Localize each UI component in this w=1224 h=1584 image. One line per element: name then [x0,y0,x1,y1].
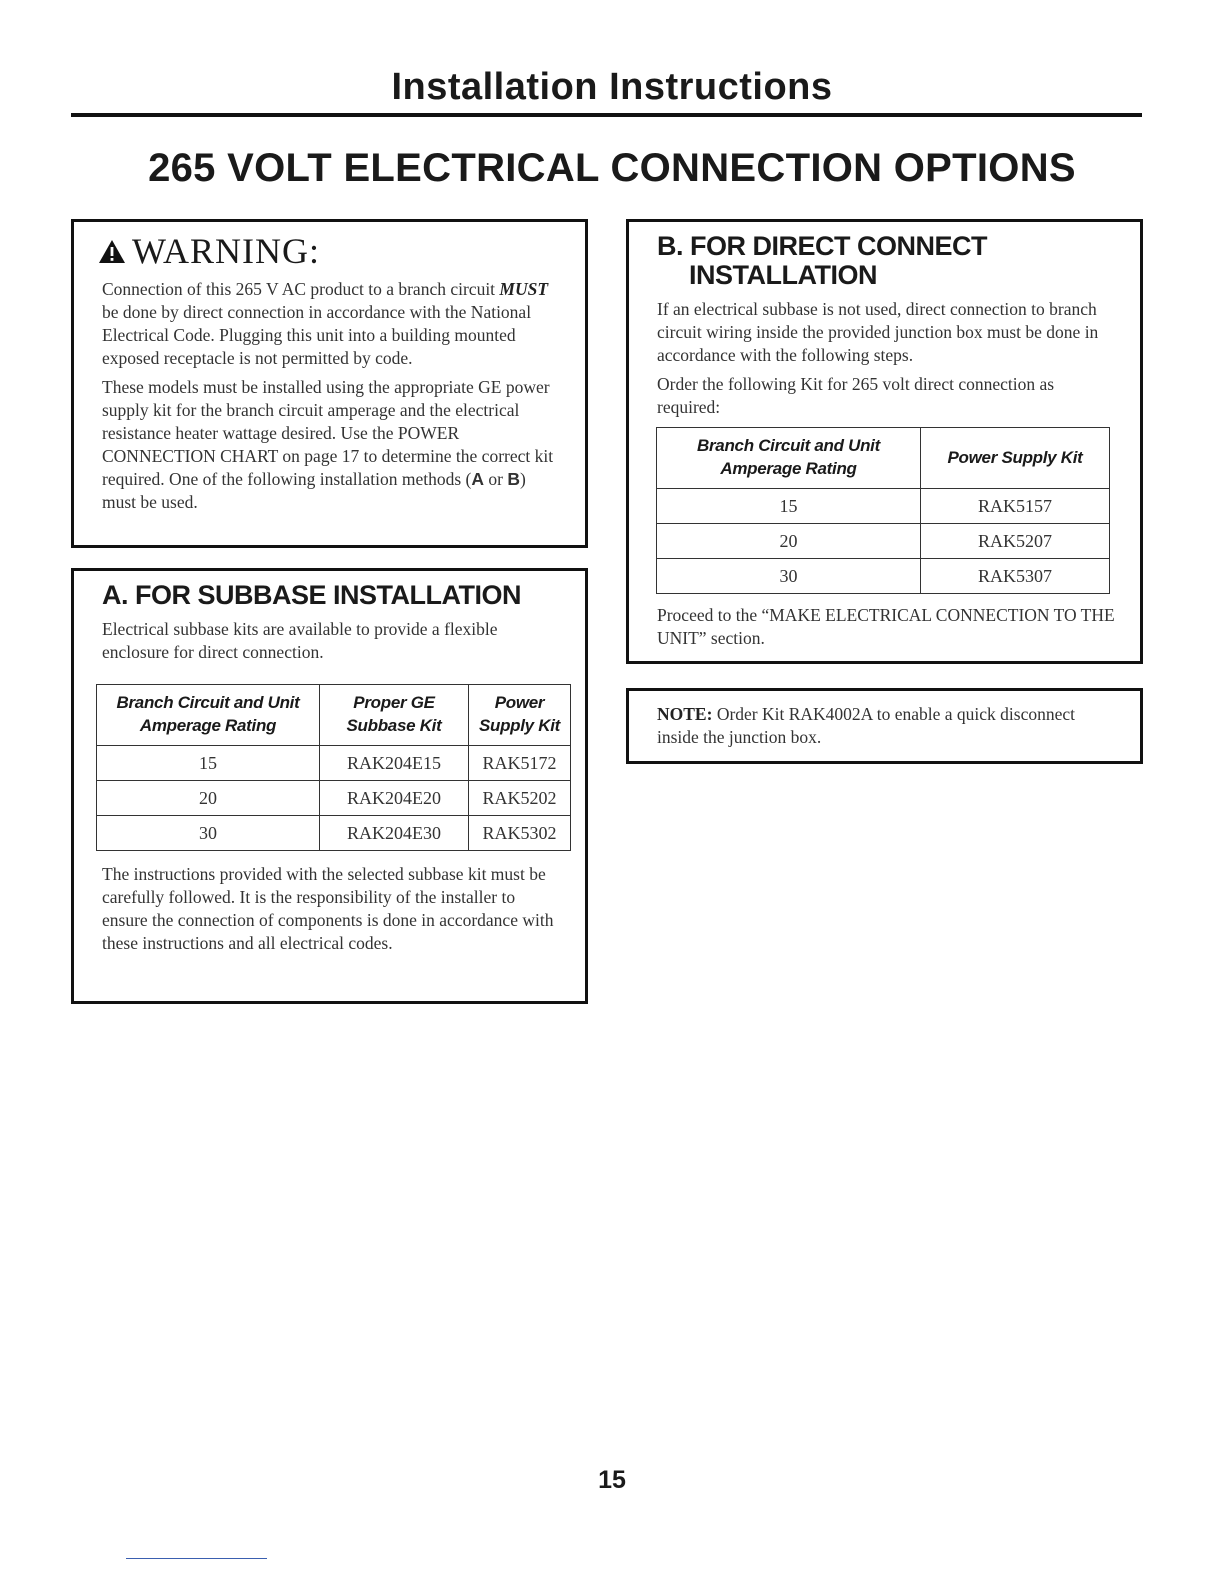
warning-p1-text: Connection of this 265 V AC product to a branch circuit [102,279,500,299]
header-title: Installation Instructions [391,66,833,108]
table-row [97,816,571,851]
warning-p2-or: or [484,469,508,489]
subbase-section-title: A. FOR SUBBASE INSTALLATION [102,580,521,610]
subbase-installation-box [71,568,588,1004]
table-cell: 20 [97,781,320,816]
table-cell: 20 [657,524,921,559]
direct-order: Order the following Kit for 265 volt direct connection as required: [657,374,1055,417]
table-row [657,489,1110,524]
table-cell: RAK5302 [469,816,571,851]
table-row [97,781,571,816]
direct-intro-text [657,298,1119,419]
option-b-label: B [507,469,520,489]
direct-section-title [657,232,1118,290]
subbase-kit-table [96,684,571,851]
table-row [657,559,1110,594]
note-box [626,688,1143,764]
table-row [97,746,571,781]
table-header-row [657,428,1110,489]
warning-p1-rest: be done by direct connection in accordance with the National Electrical Code. Plugging this unit into a building mounted exposed receptacle is not permitted by code. [102,302,532,368]
table-cell: RAK204E15 [320,746,469,781]
note-text [657,703,1097,749]
table-cell: RAK204E30 [320,816,469,851]
table-header: Proper GE Subbase Kit [320,685,469,746]
warning-triangle-icon [98,238,126,264]
warning-paragraph-1 [102,278,559,370]
warning-title: WARNING: [132,231,320,271]
direct-kit-table [656,427,1110,594]
table-cell: RAK5172 [469,746,571,781]
option-a-label: A [471,469,485,489]
note-label: NOTE: [657,704,713,724]
warning-heading [98,230,559,272]
table-row [657,524,1110,559]
direct-title-line-2: INSTALLATION [689,260,877,290]
table-cell: 15 [657,489,921,524]
warning-p2-rest: ) must be used. [102,469,526,512]
direct-intro: If an electrical subbase is not used, direct connection to branch circuit wiring inside the provided junction box must be done in accordance with the following steps. [657,299,1099,365]
table-header: Branch Circuit and Unit Amperage Rating [97,685,320,746]
warning-text [102,278,559,514]
warning-p2-text: These models must be installed using the appropriate GE power supply kit for the branch circuit amperage and the electrical resistance heater wattage desired. Use the POWER CONNECTION CHART on page 17 to determine the correct kit required. One of the following installation methods ( [102,377,554,489]
note-body: Order Kit RAK4002A to enable a quick disconnect inside the junction box. [657,704,1075,747]
page-title: 265 VOLT ELECTRICAL CONNECTION OPTIONS [148,146,1076,190]
table-header: Power Supply Kit [921,428,1110,489]
footer-line [126,1558,267,1559]
table-header-row [97,685,571,746]
table-header: Branch Circuit and Unit Amperage Rating [657,428,921,489]
table-cell: 15 [97,746,320,781]
table-cell: RAK5202 [469,781,571,816]
table-cell: 30 [779,565,798,586]
table-cell: RAK5307 [921,559,1110,594]
page-number: 15 [598,1466,626,1494]
table-cell: RAK5207 [921,524,1110,559]
subbase-intro: Electrical subbase kits are available to provide a flexible enclosure for direct connection. [102,619,498,662]
table-cell: RAK204E20 [320,781,469,816]
warning-must-emphasis: MUST [499,279,549,299]
warning-box [71,219,588,548]
subbase-outro: The instructions provided with the selected subbase kit must be carefully followed. It is the responsibility of the installer to ensure the connection of components is done in accordance with these instructions and all electrical codes. [102,864,554,953]
header-divider [71,113,1142,117]
table-cell: RAK5157 [921,489,1110,524]
table-cell: 30 [199,822,217,843]
table-header: Power Supply Kit [469,685,571,746]
direct-proceed-text: Proceed to the “MAKE ELECTRICAL CONNECTION TO THE UNIT” section. [657,605,1115,648]
direct-connect-box [626,219,1143,664]
direct-title-line-1: B. FOR DIRECT CONNECT [657,231,987,261]
warning-paragraph-2 [102,376,559,514]
